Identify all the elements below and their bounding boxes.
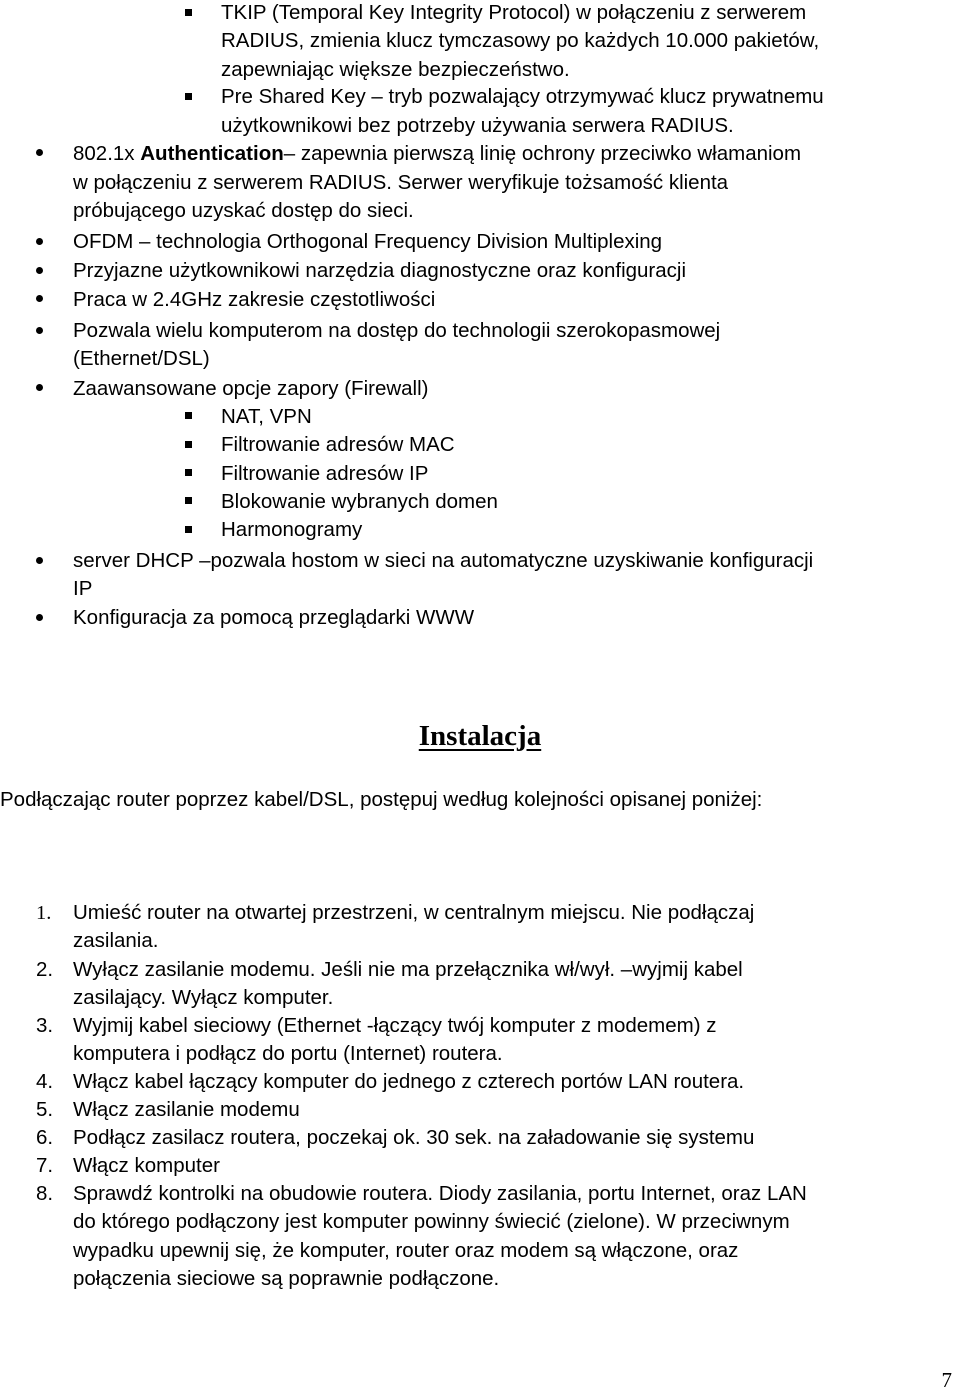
round-bullet-icon [36,327,43,334]
round-bullet-icon [36,149,43,156]
round-bullet-icon [36,384,43,391]
step-number: 3. [36,1014,54,1037]
round-bullet-icon [36,295,43,302]
feature-psk-line2: użytkownikowi bez potrzeby używania serwera RADIUS. [221,114,734,137]
feature-auth-line1 [73,142,801,166]
feature-auth-line3: próbującego uzyskać dostęp do sieci. [73,199,414,222]
square-bullet-icon [185,441,192,448]
round-bullet-icon [36,557,43,564]
feature-www: Konfiguracja za pomocą przeglądarki WWW [73,606,475,629]
feature-psk-line1: Pre Shared Key – tryb pozwalający otrzymywać klucz prywatnemu [221,85,824,108]
step-number: 7. [36,1154,54,1177]
feature-dhcp-line2: IP [73,577,93,600]
auth-bold: Authentication [140,142,284,165]
feature-ofdm: OFDM – technologia Orthogonal Frequency Division Multiplexing [73,230,663,253]
square-bullet-icon [185,469,192,476]
firewall-domain-block: Blokowanie wybranych domen [221,490,498,513]
round-bullet-icon [36,238,43,245]
step-3-line1: Wyjmij kabel sieciowy (Ethernet -łączący twój komputer z modemem) z [73,1014,717,1037]
auth-rest: – zapewnia pierwszą linię ochrony przeciwko włamaniom [283,142,802,165]
step-5-line1: Włącz zasilanie modemu [73,1098,300,1121]
step-1-line1: Umieść router na otwartej przestrzeni, w centralnym miejscu. Nie podłączaj [73,901,755,924]
step-6-line1: Podłącz zasilacz routera, poczekaj ok. 30 sek. na załadowanie się systemu [73,1126,755,1149]
square-bullet-icon [185,9,192,16]
step-number: 6. [36,1126,54,1149]
step-8-line3: wypadku upewnij się, że komputer, router oraz modem są włączone, oraz [73,1239,739,1262]
square-bullet-icon [185,497,192,504]
firewall-nat-vpn: NAT, VPN [221,405,312,428]
firewall-ip-filter: Filtrowanie adresów IP [221,462,429,485]
install-intro: Podłączając router poprzez kabel/DSL, postępuj według kolejności opisanej poniżej: [0,788,763,811]
step-1-line2: zasilania. [73,929,159,952]
step-2-line1: Wyłącz zasilanie modemu. Jeśli nie ma przełącznika wł/wył. –wyjmij kabel [73,958,743,981]
step-3-line2: komputera i podłącz do portu (Internet) routera. [73,1042,503,1065]
feature-tkip-line3: zapewniając większe bezpieczeństwo. [221,58,570,81]
feature-band: Praca w 2.4GHz zakresie częstotliwości [73,288,436,311]
step-number: 4. [36,1070,54,1093]
feature-dhcp-line1: server DHCP –pozwala hostom w sieci na automatyczne uzyskiwanie konfiguracji [73,549,814,572]
step-2-line2: zasilający. Wyłącz komputer. [73,986,334,1009]
step-8-line4: połączenia sieciowe są poprawnie podłączone. [73,1267,500,1290]
step-number: 1. [36,902,52,924]
step-8-line1: Sprawdź kontrolki na obudowie routera. Diody zasilania, portu Internet, oraz LAN [73,1182,807,1205]
step-number: 5. [36,1098,54,1121]
step-number: 8. [36,1182,54,1205]
feature-broadband-line2: (Ethernet/DSL) [73,347,210,370]
feature-broadband-line1: Pozwala wielu komputerom na dostęp do technologii szerokopasmowej [73,319,721,342]
feature-auth-line2: w połączeniu z serwerem RADIUS. Serwer weryfikuje tożsamość klienta [73,171,729,194]
firewall-mac-filter: Filtrowanie adresów MAC [221,433,455,456]
step-4-line1: Włącz kabel łączący komputer do jednego z czterech portów LAN routera. [73,1070,745,1093]
firewall-schedules: Harmonogramy [221,518,363,541]
square-bullet-icon [185,412,192,419]
feature-tools: Przyjazne użytkownikowi narzędzia diagnostyczne oraz konfiguracji [73,259,687,282]
step-7-line1: Włącz komputer [73,1154,220,1177]
feature-firewall: Zaawansowane opcje zapory (Firewall) [73,377,429,400]
step-8-line2: do którego podłączony jest komputer powinny świecić (zielone). W przeciwnym [73,1210,790,1233]
step-number: 2. [36,958,54,981]
square-bullet-icon [185,93,192,100]
round-bullet-icon [36,614,43,621]
section-heading-installation: Instalacja [418,720,542,752]
feature-tkip-line2: RADIUS, zmienia klucz tymczasowy po każdych 10.000 pakietów, [221,29,820,52]
round-bullet-icon [36,267,43,274]
auth-prefix: 802.1x [73,142,141,165]
page-number: 7 [941,1368,952,1392]
feature-tkip-line1: TKIP (Temporal Key Integrity Protocol) w połączeniu z serwerem [221,1,807,24]
square-bullet-icon [185,526,192,533]
